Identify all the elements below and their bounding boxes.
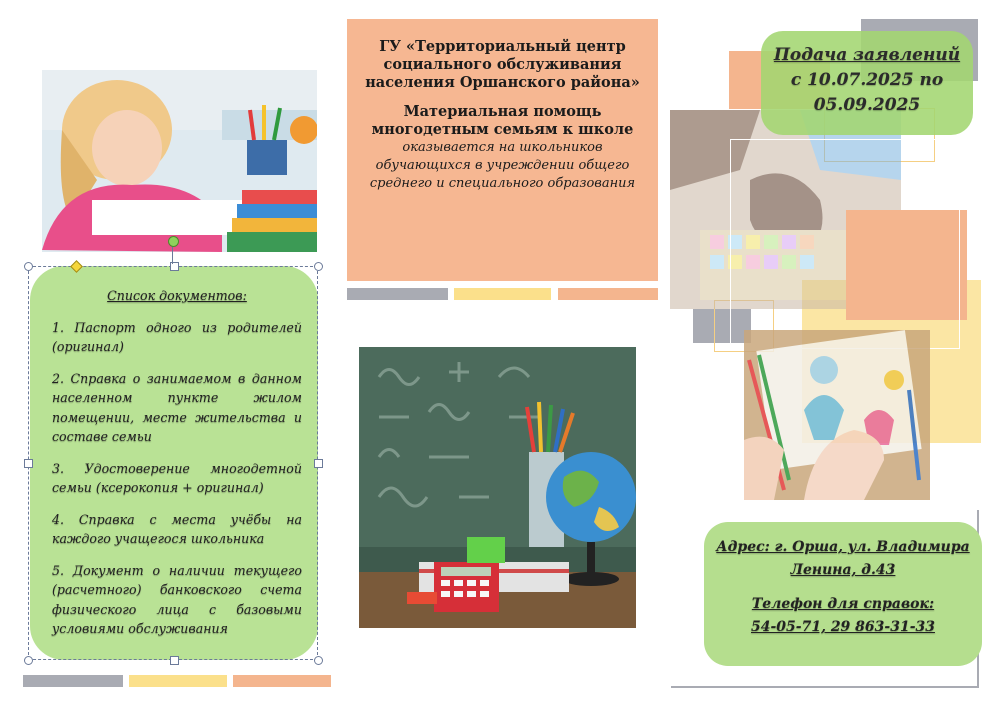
resize-handle[interactable] [314, 656, 323, 665]
organization-title: ГУ «Территориальный центр социального обслуживания населения Оршанского района» [365, 38, 640, 91]
decor-bar-yellow-bottom [129, 675, 227, 687]
school-supplies-globe-photo [359, 347, 636, 628]
decor-line-horizontal [671, 686, 979, 688]
documents-title: Список документов: [107, 288, 247, 303]
children-drawing-photo [744, 330, 930, 500]
phone-numbers: 54-05-71, 29 863-31-33 [751, 619, 935, 635]
document-item: 4. Справка с места учёбы на каждого учащегося школьника [52, 511, 302, 546]
resize-handle[interactable] [314, 262, 323, 271]
resize-handle[interactable] [24, 262, 33, 271]
resize-handle[interactable] [24, 459, 33, 468]
rotate-handle[interactable] [168, 236, 179, 247]
decor-bar-peach [558, 288, 658, 300]
aid-description: оказывается на школьников обучающихся в учреждении общего среднего и специального образования [369, 140, 636, 191]
resize-handle[interactable] [314, 459, 323, 468]
deadline-start: с 10.07.2025 по [790, 70, 944, 90]
deadline-box [761, 31, 973, 135]
resize-handle[interactable] [24, 656, 33, 665]
decor-bar-yellow [454, 288, 551, 300]
address-line: Адрес: г. Орша, ул. Владимира [716, 539, 970, 555]
decor-bar-gray [347, 288, 448, 300]
document-item: 3. Удостоверение многодетной семьи (ксерокопия + оригинал) [52, 460, 302, 495]
decor-bar-gray-bottom [23, 675, 123, 687]
decor-bar-peach-bottom [233, 675, 331, 687]
deadline-end: 05.09.2025 [813, 95, 921, 115]
selection-frame[interactable] [28, 266, 318, 660]
document-item: 5. Документ о наличии текущего (расчетного) банковского счета физического лица с базовыми условиями обслуживания [52, 562, 302, 636]
document-item: 1. Паспорт одного из родителей (оригинал) [52, 319, 302, 354]
decor-frame-white [730, 139, 960, 349]
phone-title: Телефон для справок: [751, 596, 935, 612]
aid-title: Материальная помощь многодетным семьям к школе [371, 103, 634, 138]
header-box [347, 19, 658, 281]
deadline-title: Подача заявлений [773, 45, 961, 65]
resize-handle[interactable] [170, 656, 179, 665]
document-item: 2. Справка о занимаемом в данном населенном пункте жилом помещении, месте жительства и составе семьи [52, 370, 302, 444]
address-line: Ленина, д.43 [790, 562, 896, 578]
contacts-box [704, 522, 982, 666]
girl-writing-photo [42, 70, 317, 252]
